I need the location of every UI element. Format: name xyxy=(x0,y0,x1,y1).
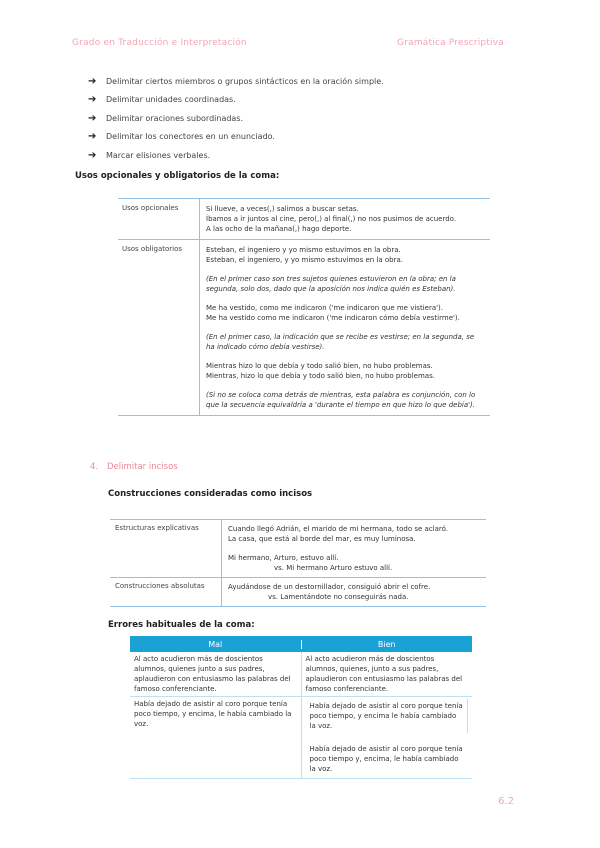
table-row xyxy=(118,198,490,239)
row-content: Ayudándose de un destornillador, consiguió abrir el cofre. vs. Lamentándote no conseguirás nada. xyxy=(228,583,431,601)
table-cell: Al acto acudieron más de doscientos alumnos, quienes, junto a sus padres, aplaudieron con entusiasmo las palabras del famoso conferenciante. xyxy=(305,655,463,693)
table-cell: Había dejado de asistir al coro porque tenía poco tiempo, y encima, le había cambiado la voz. xyxy=(130,697,302,778)
arrow-right-icon: ➔ xyxy=(88,75,97,87)
row-content: Cuando llegó Adrián, el marido de mi hermana, todo se aclaró. La casa, que está al borde del mar, es muy luminosa. Mi hermano, Arturo, estuvo allí. vs. Mi hermano Arturo estuvo allí. xyxy=(228,525,449,572)
table-row xyxy=(110,577,486,607)
bullet-item: ➔ Delimitar oraciones subordinadas. xyxy=(88,112,244,124)
errores-table xyxy=(130,636,472,779)
table-row xyxy=(130,652,472,697)
table-row xyxy=(110,519,486,577)
row-label: Usos obligatorios xyxy=(118,240,200,415)
bullet-list xyxy=(88,72,384,165)
row-content: Si llueve, a veces(,) salimos a buscar setas. Íbamos a ir juntos al cine, pero(,) al final(,) no nos pusimos de acuerdo. A las ocho de la mañana(,) hago deporte. xyxy=(206,205,457,233)
bullet-item: ➔ Delimitar ciertos miembros o grupos sintácticos en la oración simple. xyxy=(88,75,384,87)
row-label: Estructuras explicativas xyxy=(110,520,222,577)
column-header-bien: Bien xyxy=(377,639,396,649)
table-cell: Al acto acudieron más de doscientos alumnos, quienes junto a sus padres, aplaudieron con entusiasmo las palabras del famoso conferenciante. xyxy=(130,652,302,696)
column-header-mal: Mal xyxy=(130,640,302,649)
errores-heading: Errores habituales de la coma: xyxy=(108,620,255,630)
table-header xyxy=(130,636,472,652)
bullet-item: ➔ Delimitar unidades coordinadas. xyxy=(88,94,236,105)
arrow-right-icon: ➔ xyxy=(88,94,97,105)
row-content: Esteban, el ingeniero y yo mismo estuvimos en la obra. Esteban, el ingeniero, y yo mismo estuvimos en la obra. (En el primer caso son tres sujetos quienes estuvieron en la obra; en la segunda, solo dos, dado que la aposición nos indica quién es Esteban). Me ha vestido, como me indicaron ('me indicaron que me vistiera'). Me ha vestido como me indicaron ('me indicaron cómo debía vestirme'). (En el primer caso, la indicación que se recibe es vestirse; en la segunda, se ha indicado cómo debía vestirse). Mientras hizo lo que debía y todo salió bien, no hubo problemas. Mientras, hizo lo que debía y todo salió bien, no hubo problemas. (Si no se coloca coma detrás de mientras, esta palabra es conjunción, con lo que la secuencia equivaldría a 'durante el tiempo en que hizo lo que debía'). xyxy=(206,246,476,409)
table-row xyxy=(118,239,490,416)
page-number: 6.2 xyxy=(498,796,514,807)
header-subject-title: Gramática Prescriptiva xyxy=(397,38,504,48)
bullet-item: ➔ Marcar elisiones verbales. xyxy=(88,149,211,161)
table-row xyxy=(130,697,472,779)
arrow-right-icon: ➔ xyxy=(88,149,97,161)
usos-heading: Usos opcionales y obligatorios de la coma: xyxy=(75,171,280,181)
construcciones-heading: Construcciones consideradas como incisos xyxy=(108,489,313,499)
row-label: Usos opcionales xyxy=(118,199,200,239)
usos-table xyxy=(118,198,490,416)
table-cell: Había dejado de asistir al coro porque tenía poco tiempo, y encima le había cambiado la voz. Había dejado de asistir al coro porque tenía poco tiempo y, encima, le había cambiado la voz. xyxy=(302,697,473,778)
arrow-right-icon: ➔ xyxy=(88,131,97,142)
incisos-table xyxy=(110,519,486,607)
arrow-right-icon: ➔ xyxy=(88,112,97,124)
header-course-title: Grado en Traducción e Interpretación xyxy=(72,38,247,48)
row-label: Construcciones absolutas xyxy=(110,578,222,606)
bullet-item: ➔ Delimitar los conectores en un enunciado. xyxy=(88,131,275,142)
incisos-heading: 4. Delimitar incisos xyxy=(90,462,178,472)
